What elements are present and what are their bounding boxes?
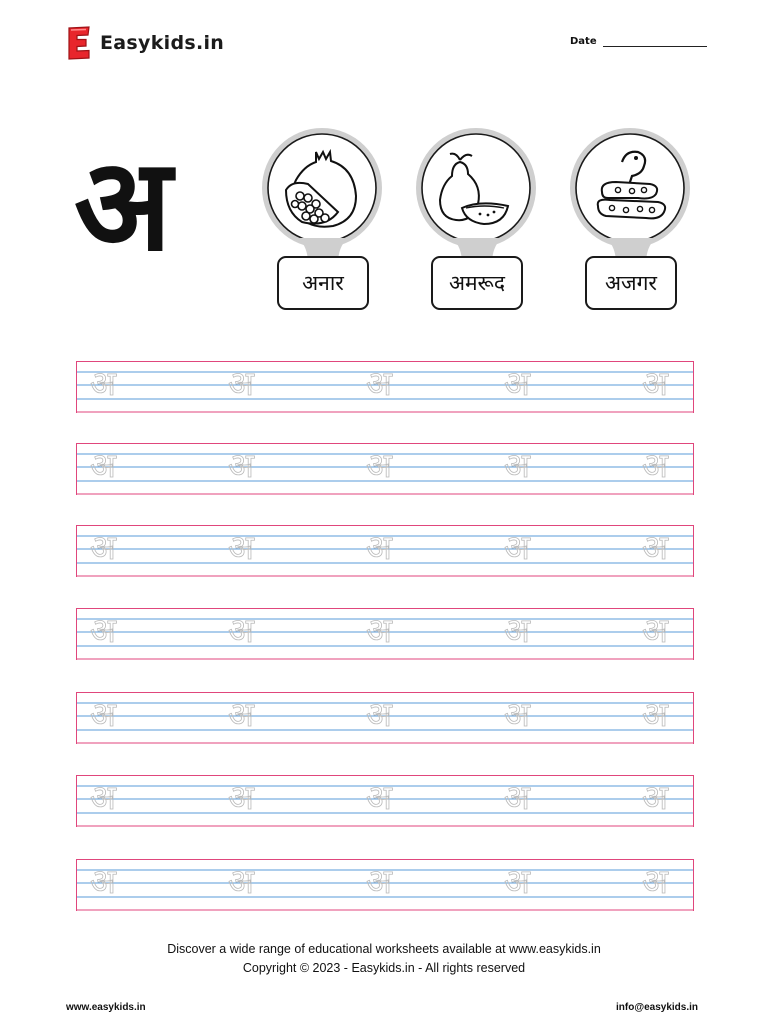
trace-letter: अ bbox=[504, 695, 530, 735]
trace-letter: अ bbox=[642, 778, 668, 818]
trace-letter: अ bbox=[504, 611, 530, 651]
trace-letter: अ bbox=[642, 528, 668, 568]
word-label: अजगर bbox=[585, 256, 677, 310]
practice-row bbox=[76, 608, 694, 658]
trace-letter: अ bbox=[642, 862, 668, 902]
trace-letter: अ bbox=[228, 364, 254, 404]
practice-row bbox=[76, 859, 694, 909]
word-label: अमरूद bbox=[431, 256, 523, 310]
guava-icon bbox=[436, 148, 522, 230]
trace-letter: अ bbox=[228, 446, 254, 486]
snake-icon bbox=[588, 148, 678, 228]
trace-letter: अ bbox=[90, 862, 116, 902]
practice-row bbox=[76, 775, 694, 825]
trace-letter: अ bbox=[90, 695, 116, 735]
trace-letter: अ bbox=[504, 862, 530, 902]
trace-letter: अ bbox=[366, 364, 392, 404]
word-label: अनार bbox=[277, 256, 369, 310]
trace-letter: अ bbox=[228, 611, 254, 651]
trace-letter: अ bbox=[366, 528, 392, 568]
trace-letter: अ bbox=[504, 528, 530, 568]
trace-letter: अ bbox=[642, 446, 668, 486]
footer-website-link[interactable]: www.easykids.in bbox=[66, 1002, 146, 1013]
practice-row bbox=[76, 443, 694, 493]
trace-letter: अ bbox=[90, 528, 116, 568]
trace-letter: अ bbox=[642, 611, 668, 651]
featured-letter: अ bbox=[74, 131, 172, 280]
easykids-e-logo-icon bbox=[66, 26, 92, 60]
trace-letter: अ bbox=[504, 364, 530, 404]
picture-card-pomegranate bbox=[262, 126, 388, 316]
brand-name: Easykids.in bbox=[100, 32, 225, 54]
date-underline bbox=[603, 36, 707, 47]
trace-letter: अ bbox=[228, 862, 254, 902]
trace-letter: अ bbox=[90, 446, 116, 486]
trace-letter: अ bbox=[366, 695, 392, 735]
trace-letter: अ bbox=[366, 862, 392, 902]
trace-letter: अ bbox=[366, 611, 392, 651]
date-label: Date bbox=[570, 36, 597, 47]
practice-row bbox=[76, 525, 694, 575]
trace-letter: अ bbox=[90, 611, 116, 651]
trace-letter: अ bbox=[504, 446, 530, 486]
picture-card-guava bbox=[416, 126, 542, 316]
trace-letter: अ bbox=[642, 364, 668, 404]
practice-row bbox=[76, 361, 694, 411]
brand-logo bbox=[66, 26, 224, 60]
trace-letter: अ bbox=[504, 778, 530, 818]
trace-letter: अ bbox=[90, 778, 116, 818]
footer-promo-text: Discover a wide range of educational worksheets available at www.easykids.in bbox=[167, 942, 601, 956]
practice-row bbox=[76, 692, 694, 742]
footer-email-link[interactable]: info@easykids.in bbox=[616, 1002, 698, 1013]
trace-letter: अ bbox=[90, 364, 116, 404]
footer-copyright: Copyright © 2023 - Easykids.in - All rights reserved bbox=[242, 961, 526, 975]
picture-card-python bbox=[570, 126, 696, 316]
trace-letter: अ bbox=[642, 695, 668, 735]
trace-letter: अ bbox=[366, 778, 392, 818]
trace-letter: अ bbox=[228, 695, 254, 735]
pomegranate-icon bbox=[278, 146, 370, 234]
trace-letter: अ bbox=[366, 446, 392, 486]
date-field bbox=[570, 36, 707, 47]
trace-letter: अ bbox=[228, 778, 254, 818]
trace-letter: अ bbox=[228, 528, 254, 568]
